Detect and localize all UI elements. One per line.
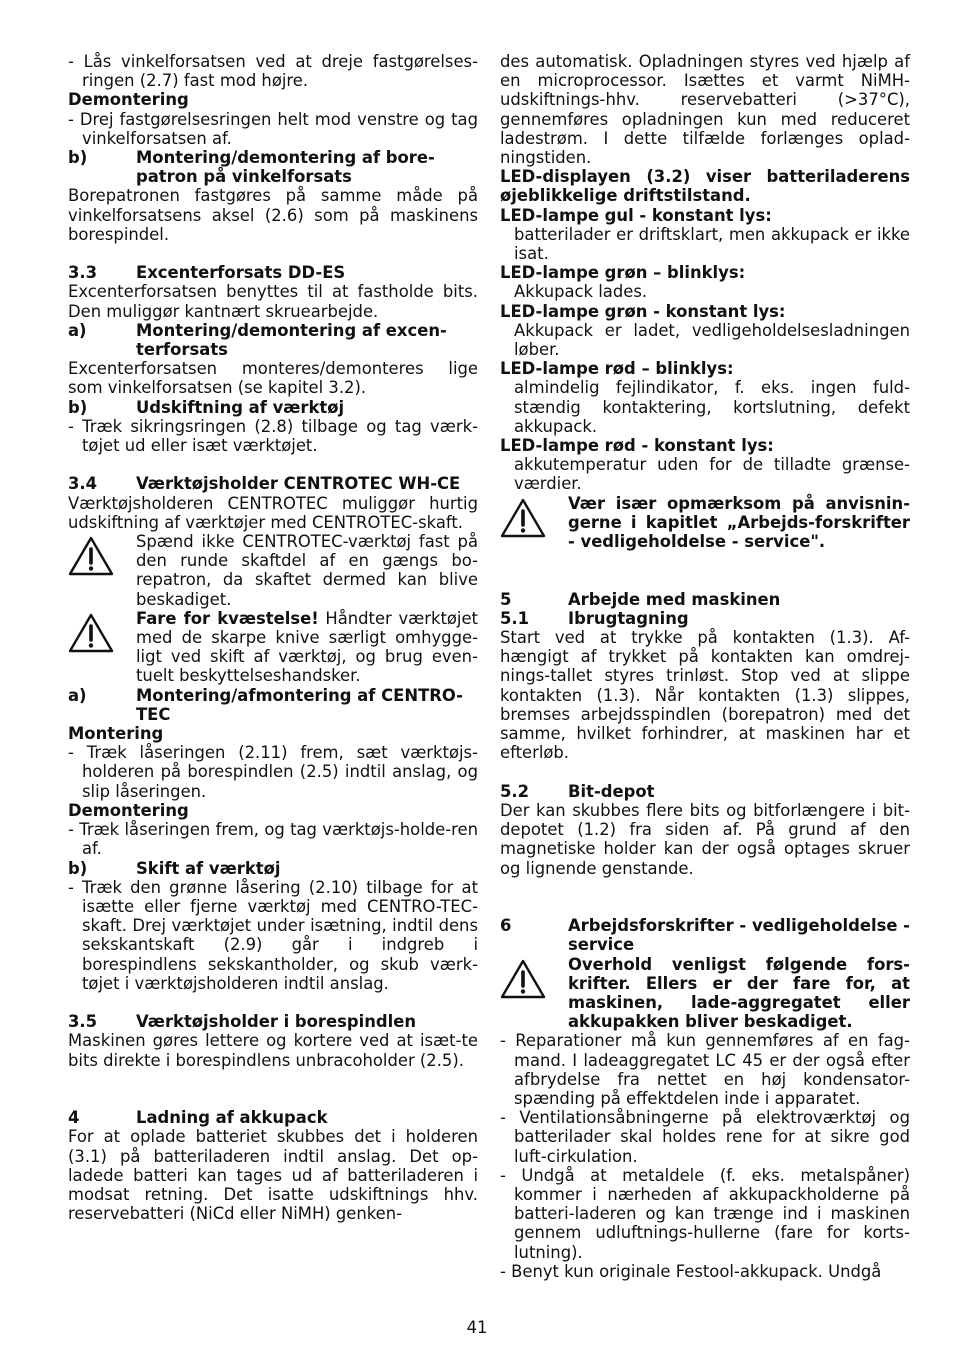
warning-block <box>500 955 910 1032</box>
section-number: a) <box>68 320 87 340</box>
paragraph: Start ved at trykke på kontakten (1.3). Af-hængigt af trykket på kontakten kan omdrej-nings-tallet styres trinløst. Stop ved at slippe kontakten (1.3). Når kontakten (1.3) slippes, bremses arbejdsspindlen (borepatron) med det samme, hvilket forhindrer, at maskinen har et efterløb. <box>500 628 910 763</box>
section-heading <box>68 263 478 282</box>
section-heading <box>500 782 910 801</box>
list-item: - Træk sikringsringen (2.8) tilbage og tag værk-tøjet ud eller isæt værktøjet. <box>68 416 478 456</box>
right-column <box>500 52 910 1281</box>
led-state-title: LED-lampe rød - konstant lys: <box>500 436 774 456</box>
paragraph: Borepatronen fastgøres på samme måde på vinkelforsatsens aksel (2.6) som på maskinens borespindel. <box>68 186 478 244</box>
section-title: Excenterforsats DD-ES <box>136 263 346 283</box>
left-column <box>68 52 478 1223</box>
page-number: 41 <box>466 1318 488 1337</box>
subheading: Demontering <box>68 800 189 820</box>
section-heading <box>68 321 478 359</box>
section-number: b) <box>68 858 88 878</box>
paragraph: Excenterforsatsen benyttes til at fastholde bits. Den muliggør kantnært skruearbejde. <box>68 282 478 321</box>
led-state-text: Akkupack er ladet, vedligeholdelsesladningen løber. <box>514 320 910 360</box>
section-heading <box>68 148 478 186</box>
list-item: - Reparationer må kun gennemføres af en fag-mand. I ladeaggregatet LC 45 er der også efter afbrydelse fra nettet en høj kondensator-spænding på effektdelen inde i apparatet. <box>500 1031 910 1108</box>
subheading: Montering <box>68 724 164 744</box>
subheading: Demontering <box>68 90 189 110</box>
section-title: Skift af værktøj <box>136 858 281 878</box>
section-number: 5.1 <box>500 608 530 628</box>
warning-label: Fare for kvæstelse! <box>136 608 319 628</box>
led-state-title: LED-lampe grøn - konstant lys: <box>500 301 786 321</box>
section-number: 3.5 <box>68 1012 98 1032</box>
section-heading <box>500 590 910 609</box>
warning-triangle-icon <box>68 536 114 576</box>
section-heading <box>68 1108 478 1127</box>
paragraph: Der kan skubbes flere bits og bitforlængere i bit-depotet (1.2) fra siden af. På grund af den magnetiske holder kan der også optages skruer og lignende genstande. <box>500 800 910 878</box>
warning-text: Vær især opmærksom på anvisnin-gerne i kapitlet „Arbejds-forskrifter - vedligeholdelse - service". <box>568 493 910 552</box>
list-item: - Undgå at metaldele (f. eks. metalspåner) kommer i nærheden af akkupackholderne på batteri-laderen og kan trænge ind i maskinen gennem udluftnings-hullerne (fare for korts-lutning). <box>500 1165 910 1262</box>
section-heading <box>68 686 478 724</box>
list-item: - Træk den grønne låsering (2.10) tilbage for at isætte eller fjerne værktøj med CENTRO-TEC-skaft. Drej værktøjet under isætning, indtil dens sekskantskaft (2.9) går i indgreb i borespindlens sekskantholder, og skub værk-tøjet i værktøjsholderen indtil anslag. <box>68 877 478 993</box>
section-title: Værktøjsholder CENTROTEC WH-CE <box>136 474 461 494</box>
section-title: Montering/afmontering af CENTRO-TEC <box>136 685 463 724</box>
list-item: - Drej fastgørelsesringen helt mod venstre og tag vinkelforsatsen af. <box>68 109 478 148</box>
section-title: Udskiftning af værktøj <box>136 397 345 417</box>
warning-block <box>500 494 910 552</box>
section-number: 3.3 <box>68 263 98 283</box>
led-display-intro: LED-displayen (3.2) viser batteriladerens øjeblikkelige driftstilstand. <box>500 167 910 206</box>
list-item: - Ventilationsåbningerne på elektroværktøj og batterilader skal holdes rene for at sikre god luft-cirkulation. <box>500 1108 910 1166</box>
section-title: Bit-depot <box>568 781 655 801</box>
warning-triangle-icon <box>500 498 546 538</box>
section-number: b) <box>68 148 88 168</box>
section-number: a) <box>68 685 87 705</box>
section-heading <box>68 1012 478 1031</box>
led-state-text: akkutemperatur uden for de tilladte grænse-værdier. <box>514 455 910 494</box>
section-number: 3.4 <box>68 474 98 494</box>
warning-triangle-icon <box>500 959 546 999</box>
section-number: b) <box>68 397 88 417</box>
warning-block <box>68 609 478 686</box>
section-heading <box>500 916 910 954</box>
paragraph: des automatisk. Opladningen styres ved hjælp af en microprocessor. Isættes et varmt NiMH-udskiftnings-hhv. reservebatteri (>37°C), gennemføres opladningen kun med reduceret ladestrøm. I dette tilfælde forlænges oplad-ningstiden. <box>500 52 910 168</box>
paragraph: Værktøjsholderen CENTROTEC muliggør hurtig udskiftning af værktøjer med CENTROTEC-skaft. <box>68 493 478 532</box>
warning-text: Håndter værktøjet med de skarpe knive særligt omhygge-ligt ved skift af værktøj, og brug even-tuelt beskyttelseshandsker. <box>136 608 478 686</box>
section-number: 6 <box>500 916 512 936</box>
list-item: - Træk låseringen (2.11) frem, sæt værktøjs-holderen på borespindlen (2.5) indtil anslag, og slip låseringen. <box>68 743 478 801</box>
section-number: 4 <box>68 1108 80 1128</box>
section-title: Arbejde med maskinen <box>568 589 781 609</box>
led-state-title: LED-lampe rød – blinklys: <box>500 359 734 379</box>
list-item: - Lås vinkelforsatsen ved at dreje fastgørelses-ringen (2.7) fast mod højre. <box>68 52 478 91</box>
section-title: Ladning af akkupack <box>136 1108 328 1128</box>
list-item: - Benyt kun originale Festool-akkupack. Undgå <box>500 1261 882 1281</box>
led-state-text: almindelig fejlindikator, f. eks. ingen fuld-stændig kontaktering, kortslutning, defekt akkupack. <box>514 378 910 436</box>
paragraph: Maskinen gøres lettere og kortere ved at isæt-te bits direkte i borespindlens unbracoholder (2.5). <box>68 1031 478 1070</box>
section-title: Arbejdsforskrifter - vedligeholdelse - service <box>568 916 910 955</box>
section-title: Montering/demontering af excen-terforsats <box>136 320 447 360</box>
warning-triangle-icon <box>68 613 114 653</box>
led-state-text: batterilader er driftsklart, men akkupack er ikke isat. <box>514 224 910 264</box>
section-heading <box>68 474 478 493</box>
warning-block <box>68 532 478 609</box>
section-heading <box>500 609 910 628</box>
paragraph: Excenterforsatsen monteres/demonteres lige som vinkelforsatsen (se kapitel 3.2). <box>68 359 478 398</box>
paragraph: For at oplade batteriet skubbes det i holderen (3.1) på batteriladeren indtil anslag. Det op-ladede batteri kan tages ud af batteriladeren i modsat retning. Det isatte udskiftnings hhv. reservebatteri (NiCd eller NiMH) genken- <box>68 1127 478 1224</box>
warning-text: Overhold venligst følgende fors-krifter. Ellers er der fare for, at maskinen, lade-aggregatet eller akkupakken bliver beskadiget. <box>568 954 910 1032</box>
list-item: - Træk låseringen frem, og tag værktøjs-holde-ren af. <box>68 820 478 859</box>
section-heading <box>68 398 478 417</box>
led-state-text: Akkupack lades. <box>514 282 648 302</box>
section-title: Værktøjsholder i borespindlen <box>136 1012 417 1032</box>
led-state-title: LED-lampe grøn – blinklys: <box>500 263 746 283</box>
section-title: Montering/demontering af bore-patron på vinkelforsats <box>136 148 435 187</box>
section-number: 5 <box>500 589 512 609</box>
section-number: 5.2 <box>500 781 530 801</box>
section-heading <box>68 859 478 878</box>
led-state-title: LED-lampe gul - konstant lys: <box>500 205 772 225</box>
warning-text: Spænd ikke CENTROTEC-værktøj fast på den runde skaftdel af en gængs bo-repatron, da skaftet dermed kan blive beskadiget. <box>136 532 478 609</box>
section-title: Ibrugtagning <box>568 608 689 628</box>
